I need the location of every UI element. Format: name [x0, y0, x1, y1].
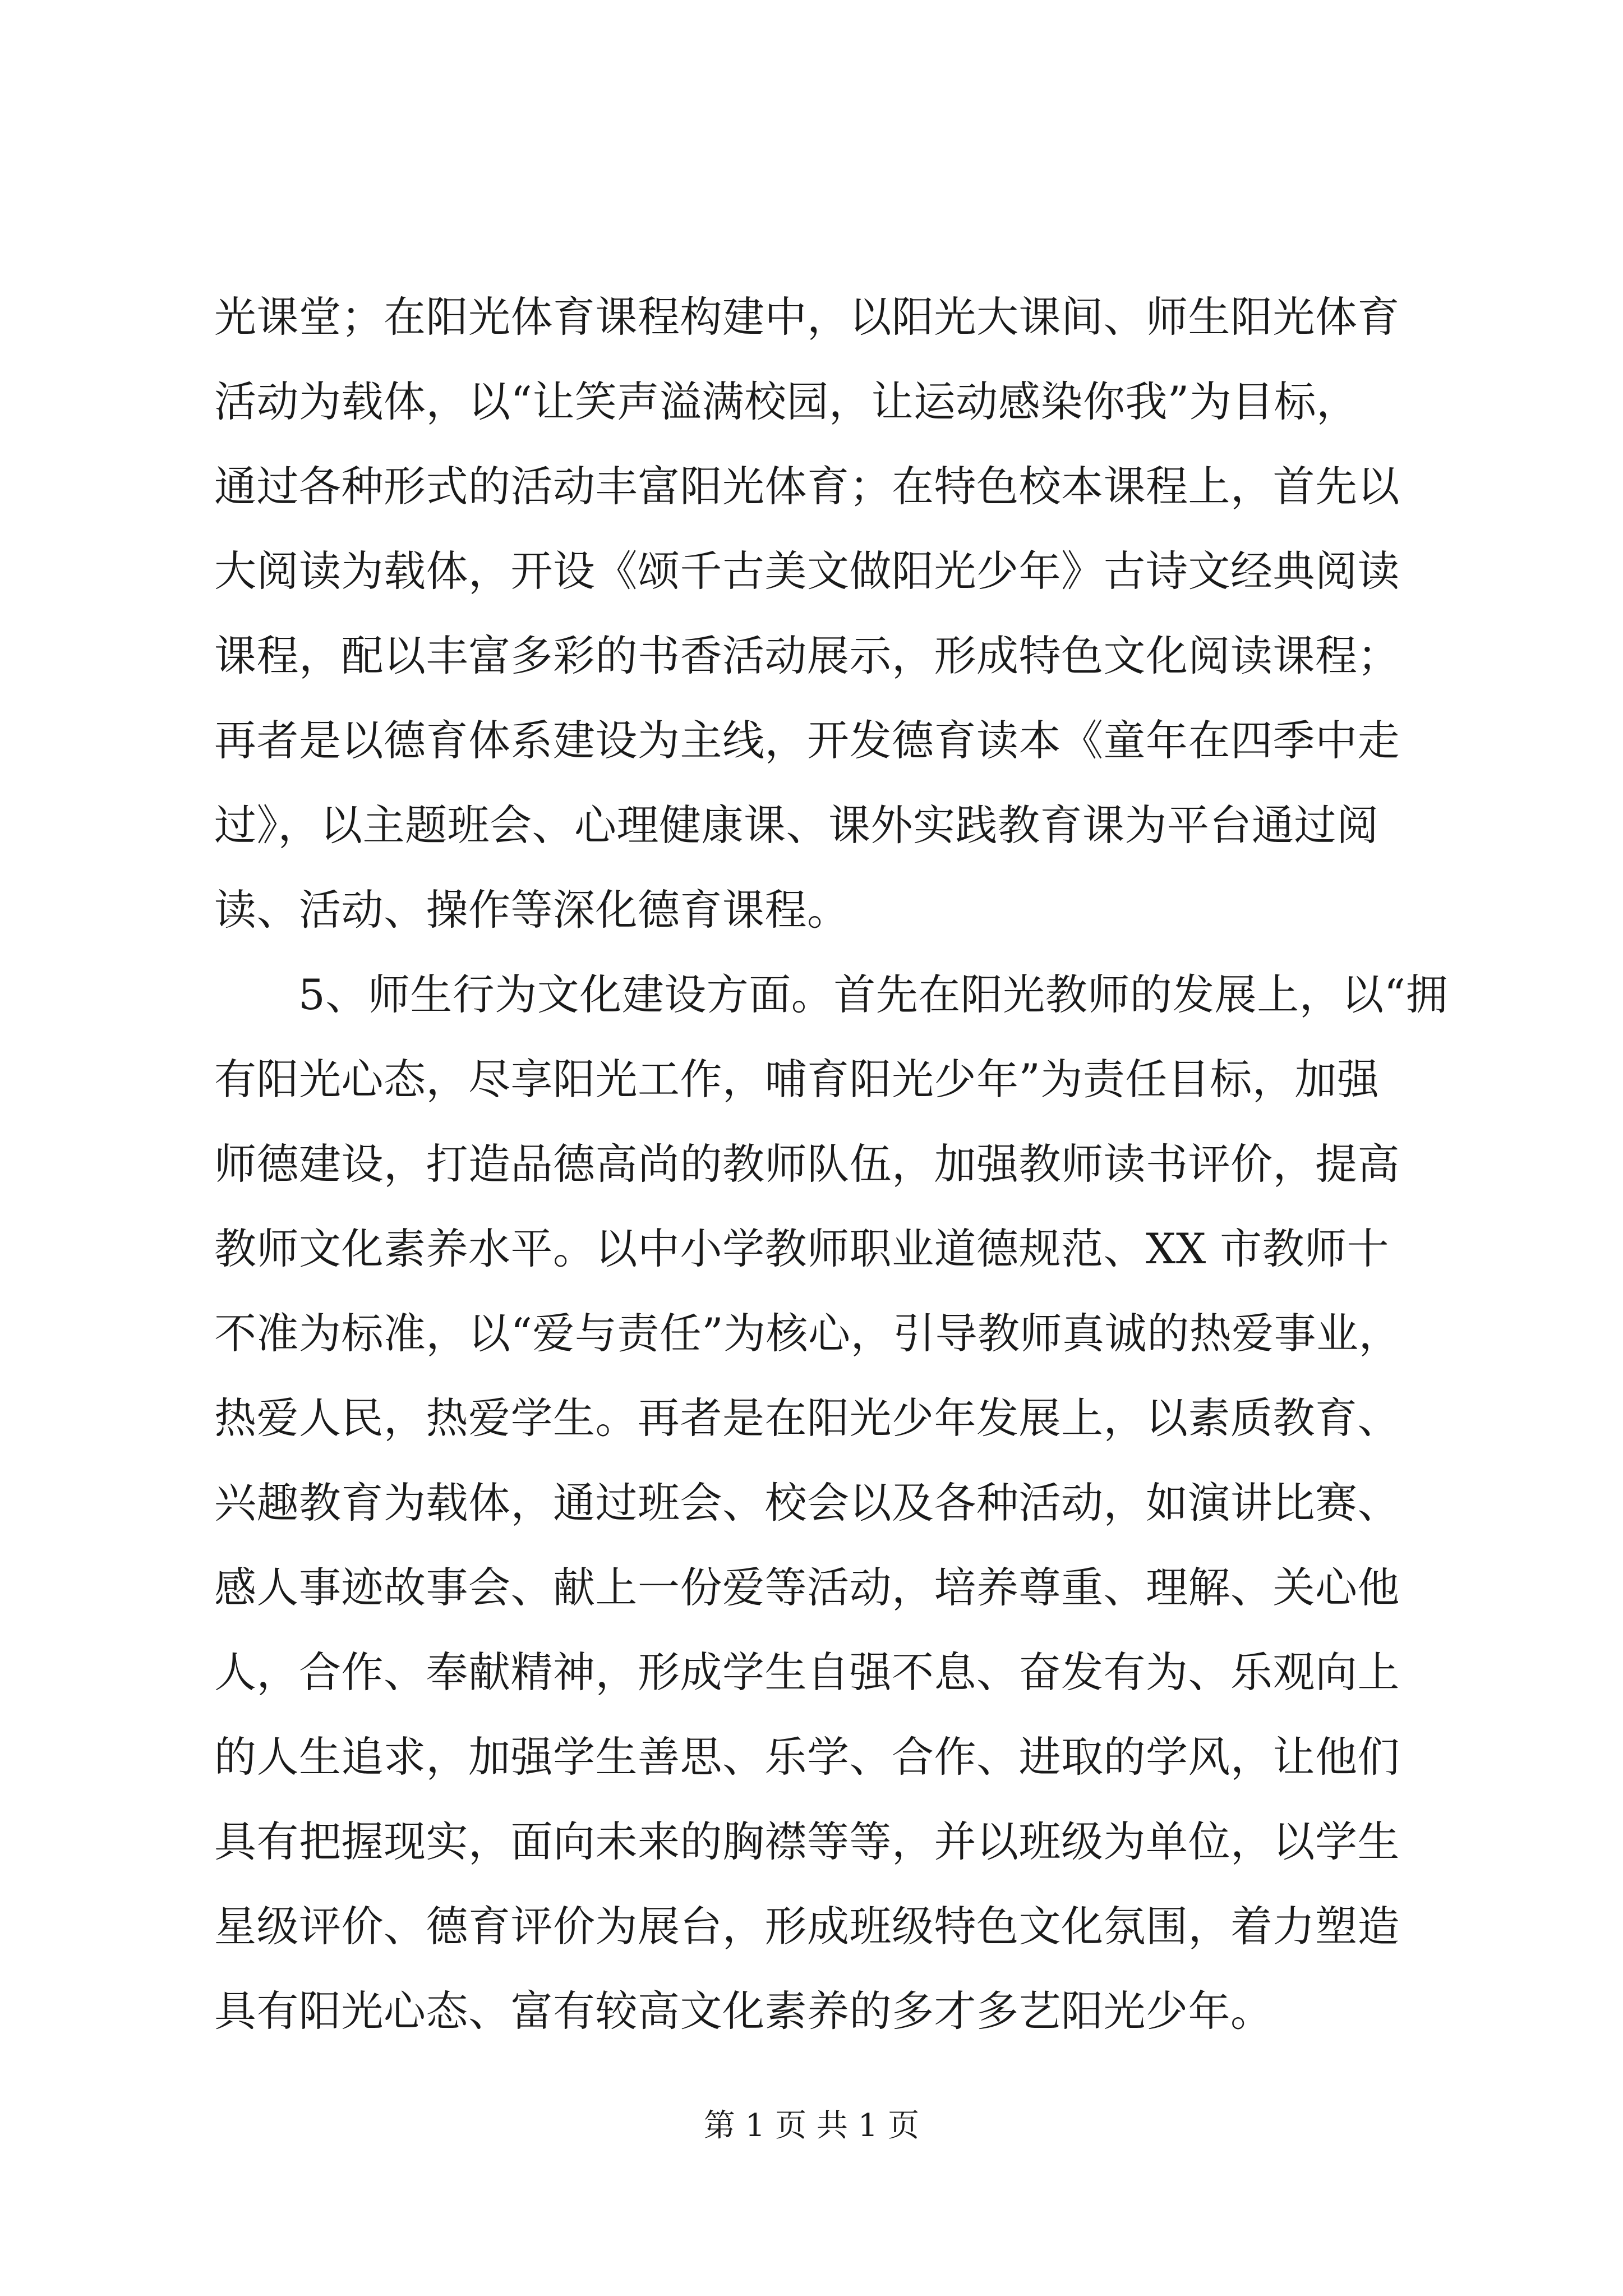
text-line: 再者是以德育体系建设为主线，开发德育读本《童年在四季中走 — [214, 716, 1400, 765]
text-line: 具有阳光心态、富有较高文化素养的多才多艺阳光少年。 — [214, 1986, 1273, 2036]
text-line: 过》，以主题班会、心理健康课、课外实践教育课为平台通过阅 — [214, 800, 1379, 850]
text-line: 热爱人民，热爱学生。再者是在阳光少年发展上，以素质教育、 — [214, 1393, 1400, 1443]
text-line: 有阳光心态，尽享阳光工作，哺育阳光少年”为责任目标，加强 — [214, 1055, 1380, 1104]
paragraph-start-line: 5、师生行为文化建设方面。首先在阳光教师的发展上，以“拥 — [298, 970, 1449, 1019]
text-line: 课程，配以丰富多彩的书香活动展示，形成特色文化阅读课程； — [214, 631, 1400, 680]
text-line: 教师文化素养水平。以中小学教师职业道德规范、XX 市教师十 — [214, 1224, 1390, 1273]
text-line: 活动为载体，以“让笑声溢满校园，让运动感染你我”为目标， — [214, 377, 1359, 426]
text-line: 的人生追求，加强学生善思、乐学、合作、进取的学风，让他们 — [214, 1732, 1400, 1782]
text-line: 通过各种形式的活动丰富阳光体育；在特色校本课程上，首先以 — [214, 462, 1400, 511]
text-line: 光课堂；在阳光体育课程构建中，以阳光大课间、师生阳光体育 — [214, 292, 1400, 342]
text-line: 星级评价、德育评价为展台，形成班级特色文化氛围，着力塑造 — [214, 1902, 1400, 1951]
text-line: 不准为标准，以“爱与责任”为核心，引导教师真诚的热爱事业， — [214, 1309, 1401, 1358]
text-line: 感人事迹故事会、献上一份爱等活动，培养尊重、理解、关心他 — [214, 1563, 1400, 1612]
page-footer: 第 1 页 共 1 页 — [703, 2108, 920, 2144]
text-line: 具有把握现实，面向未来的胸襟等等，并以班级为单位，以学生 — [214, 1817, 1400, 1866]
text-line: 人，合作、奉献精神，形成学生自强不息、奋发有为、乐观向上 — [214, 1648, 1400, 1697]
text-line: 兴趣教育为载体，通过班会、校会以及各种活动，如演讲比赛、 — [214, 1478, 1400, 1527]
text-line: 读、活动、操作等深化德育课程。 — [214, 885, 850, 935]
text-line: 大阅读为载体，开设《颂千古美文做阳光少年》古诗文经典阅读 — [214, 546, 1400, 596]
text-line: 师德建设，打造品德高尚的教师队伍，加强教师读书评价，提高 — [214, 1139, 1400, 1189]
